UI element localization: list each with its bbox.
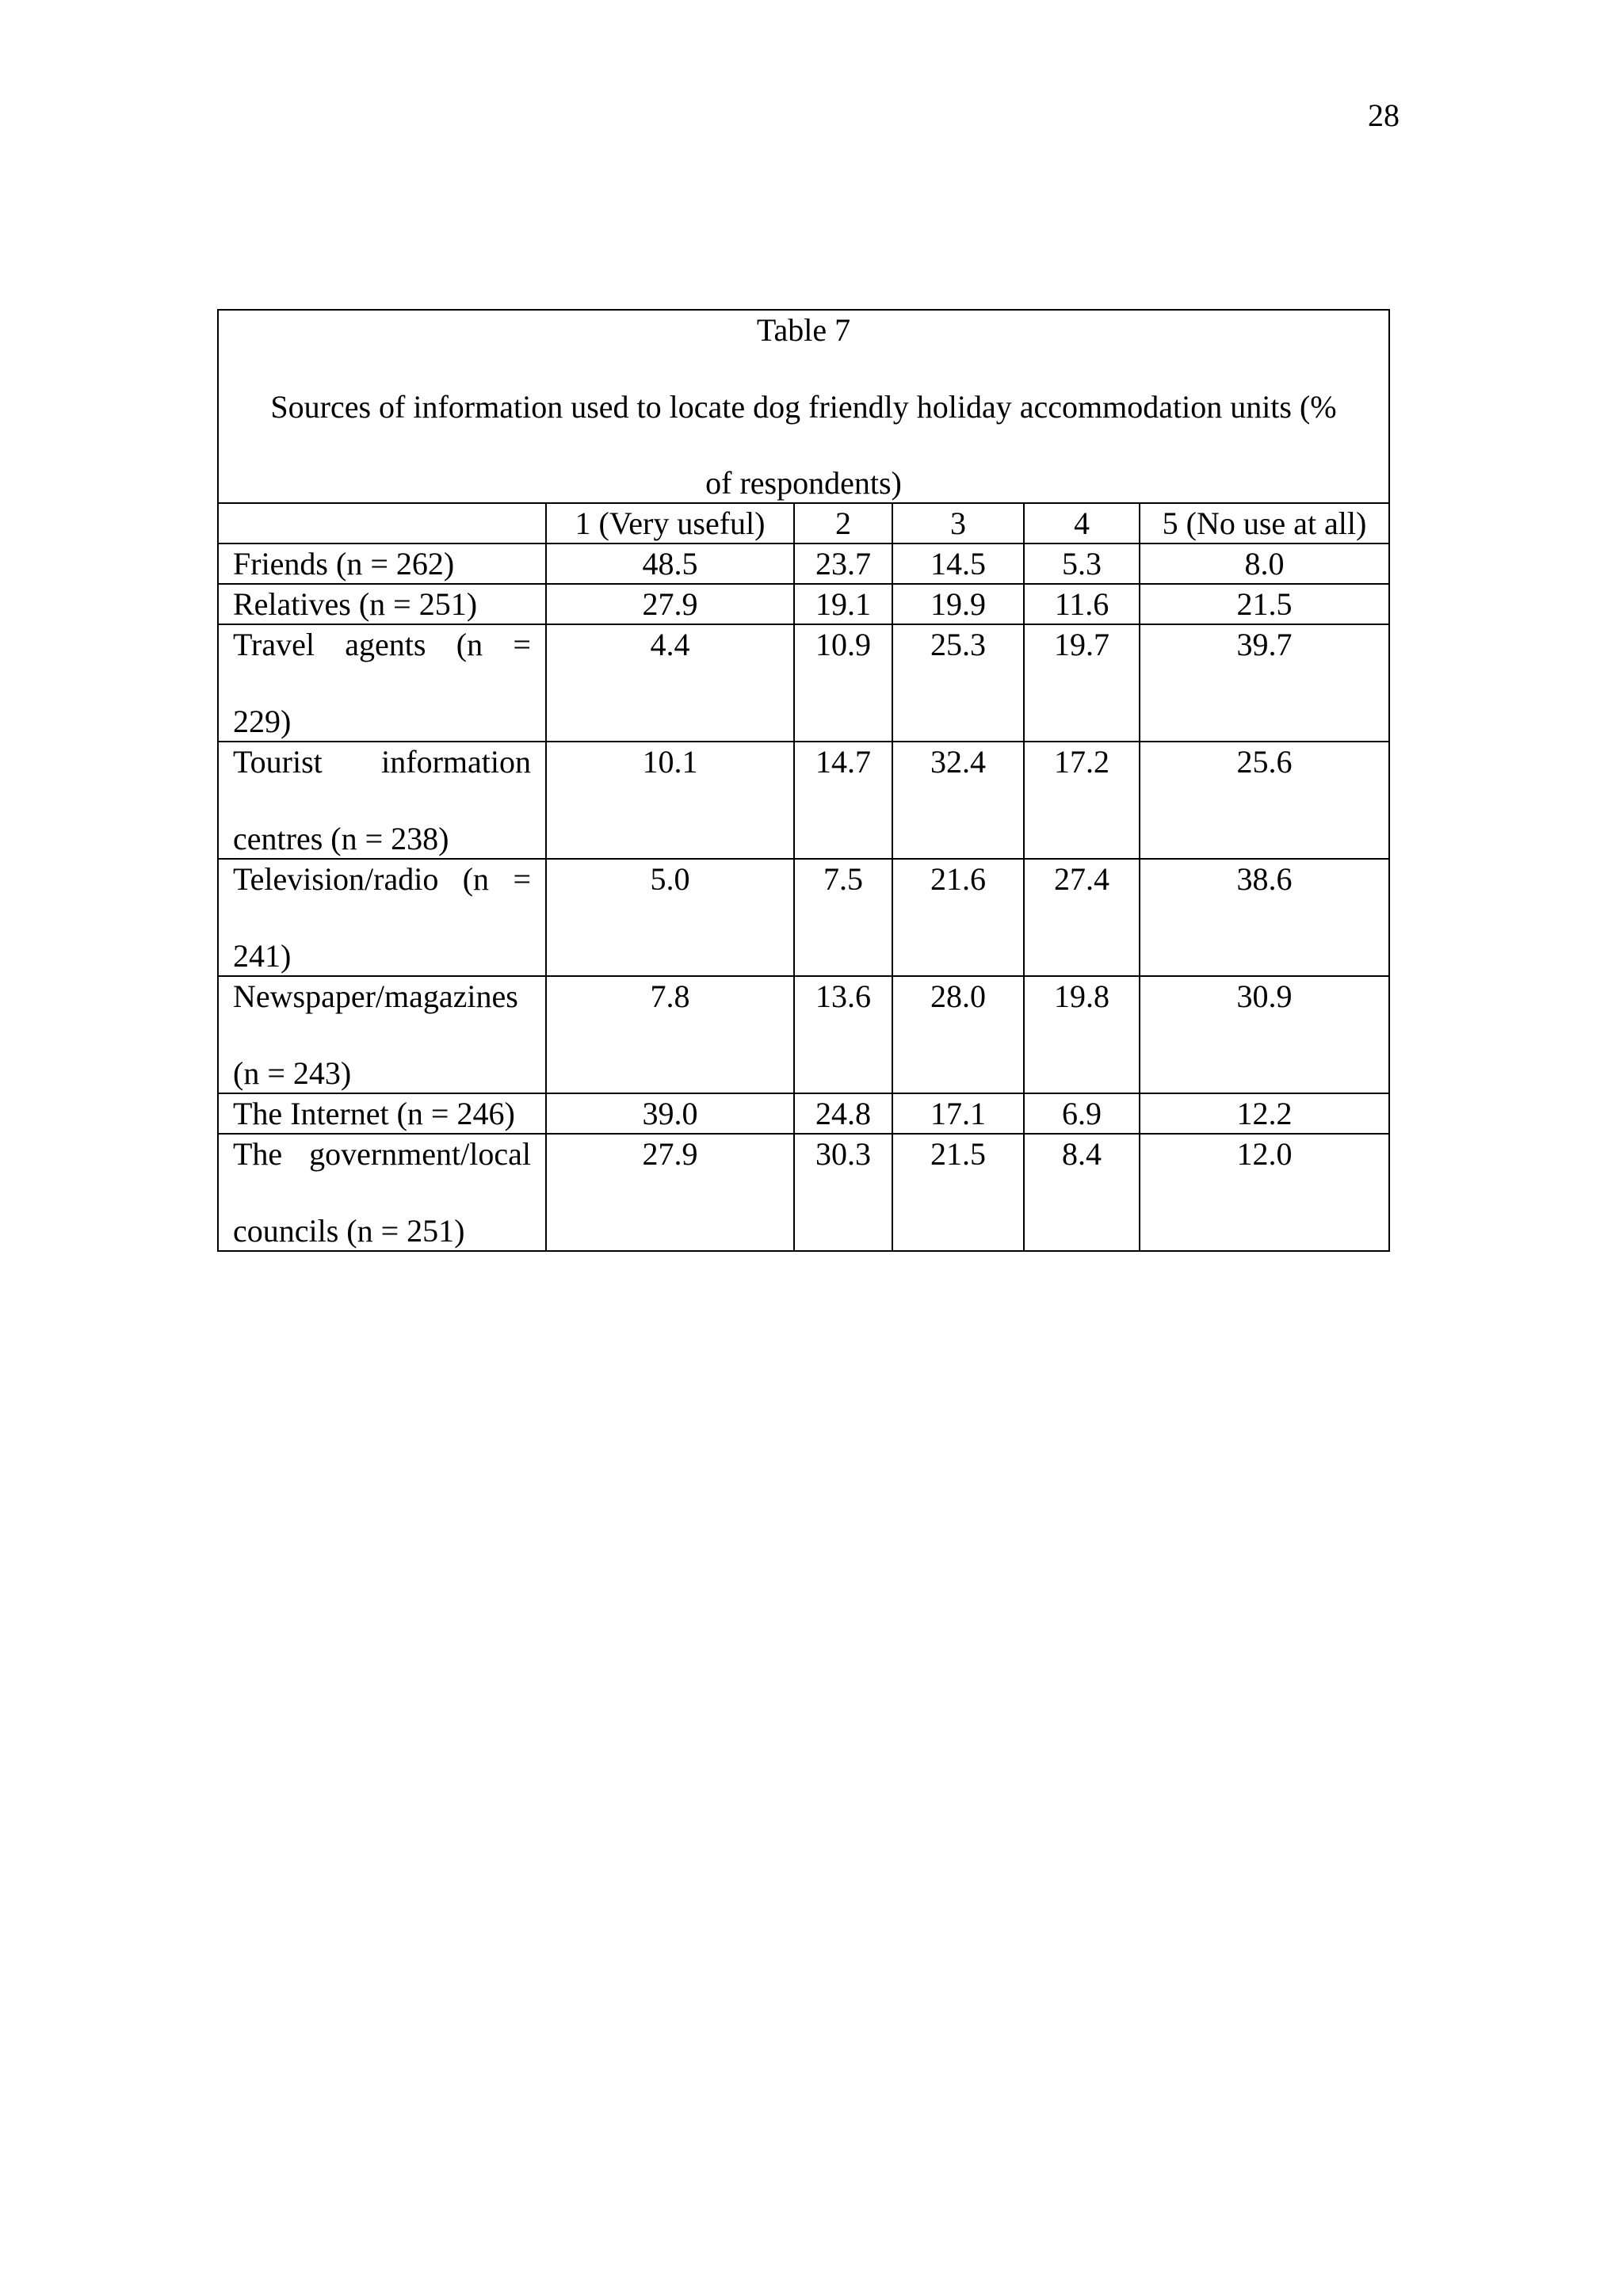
row-label-line-2: centres (n = 238) <box>233 821 449 856</box>
value-cell: 8.4 <box>1024 1134 1140 1251</box>
value-cell: 4.4 <box>546 624 794 742</box>
value-cell: 19.9 <box>892 584 1024 624</box>
row-label: Friends (n = 262) <box>218 543 546 584</box>
table-container <box>217 309 1388 1252</box>
value-cell: 11.6 <box>1024 584 1140 624</box>
row-label-line-2: 241) <box>233 938 292 974</box>
row-label <box>218 1134 546 1251</box>
value-cell: 6.9 <box>1024 1093 1140 1134</box>
table-row <box>218 742 1389 859</box>
row-label-line-2: 229) <box>233 704 292 739</box>
value-cell: 39.7 <box>1140 624 1389 742</box>
value-cell: 19.1 <box>794 584 892 624</box>
value-cell: 32.4 <box>892 742 1024 859</box>
value-cell: 24.8 <box>794 1093 892 1134</box>
value-cell: 23.7 <box>794 543 892 584</box>
value-cell: 25.3 <box>892 624 1024 742</box>
header-cell: 5 (No use at all) <box>1140 503 1389 543</box>
value-cell: 10.9 <box>794 624 892 742</box>
value-cell: 25.6 <box>1140 742 1389 859</box>
value-cell: 30.3 <box>794 1134 892 1251</box>
value-cell: 7.5 <box>794 859 892 976</box>
row-label <box>218 624 546 742</box>
header-cell: 3 <box>892 503 1024 543</box>
row-label-line-1: Newspaper/magazines <box>233 978 518 1014</box>
row-label-line-1: Television/radio (n = <box>233 861 531 897</box>
page-number: 28 <box>1368 97 1400 133</box>
table-row <box>218 859 1389 976</box>
table-caption-row <box>218 310 1389 503</box>
table-row <box>218 584 1389 624</box>
value-cell: 30.9 <box>1140 976 1389 1093</box>
header-cell: 2 <box>794 503 892 543</box>
table-row <box>218 1134 1389 1251</box>
row-label <box>218 859 546 976</box>
table-description-line-1: Sources of information used to locate dog friendly holiday accommodation units (% <box>270 389 1337 425</box>
value-cell: 27.9 <box>546 584 794 624</box>
sources-of-information-table <box>217 309 1390 1252</box>
value-cell: 28.0 <box>892 976 1024 1093</box>
value-cell: 14.7 <box>794 742 892 859</box>
value-cell: 7.8 <box>546 976 794 1093</box>
value-cell: 19.7 <box>1024 624 1140 742</box>
table-description-line-2: of respondents) <box>705 465 902 501</box>
row-label-line-2: (n = 243) <box>233 1055 352 1091</box>
table-header-row <box>218 503 1389 543</box>
value-cell: 8.0 <box>1140 543 1389 584</box>
value-cell: 12.0 <box>1140 1134 1389 1251</box>
row-label <box>218 742 546 859</box>
value-cell: 5.3 <box>1024 543 1140 584</box>
row-label: The Internet (n = 246) <box>218 1093 546 1134</box>
row-label-line-1: Tourist information <box>233 744 531 780</box>
value-cell: 21.6 <box>892 859 1024 976</box>
value-cell: 10.1 <box>546 742 794 859</box>
value-cell: 17.2 <box>1024 742 1140 859</box>
table-row <box>218 624 1389 742</box>
table-row <box>218 543 1389 584</box>
row-label-line-2: councils (n = 251) <box>233 1213 465 1249</box>
table-title: Table 7 <box>756 312 851 348</box>
value-cell: 5.0 <box>546 859 794 976</box>
row-label: Relatives (n = 251) <box>218 584 546 624</box>
row-label <box>218 976 546 1093</box>
value-cell: 21.5 <box>1140 584 1389 624</box>
table-caption <box>218 310 1389 503</box>
header-cell <box>218 503 546 543</box>
value-cell: 27.4 <box>1024 859 1140 976</box>
value-cell: 27.9 <box>546 1134 794 1251</box>
table-row <box>218 976 1389 1093</box>
row-label-line-1: Travel agents (n = <box>233 627 531 662</box>
header-cell: 4 <box>1024 503 1140 543</box>
value-cell: 14.5 <box>892 543 1024 584</box>
value-cell: 21.5 <box>892 1134 1024 1251</box>
table-row <box>218 1093 1389 1134</box>
value-cell: 17.1 <box>892 1093 1024 1134</box>
value-cell: 19.8 <box>1024 976 1140 1093</box>
value-cell: 13.6 <box>794 976 892 1093</box>
value-cell: 38.6 <box>1140 859 1389 976</box>
value-cell: 48.5 <box>546 543 794 584</box>
value-cell: 12.2 <box>1140 1093 1389 1134</box>
header-cell: 1 (Very useful) <box>546 503 794 543</box>
value-cell: 39.0 <box>546 1093 794 1134</box>
row-label-line-1: The government/local <box>233 1136 531 1172</box>
